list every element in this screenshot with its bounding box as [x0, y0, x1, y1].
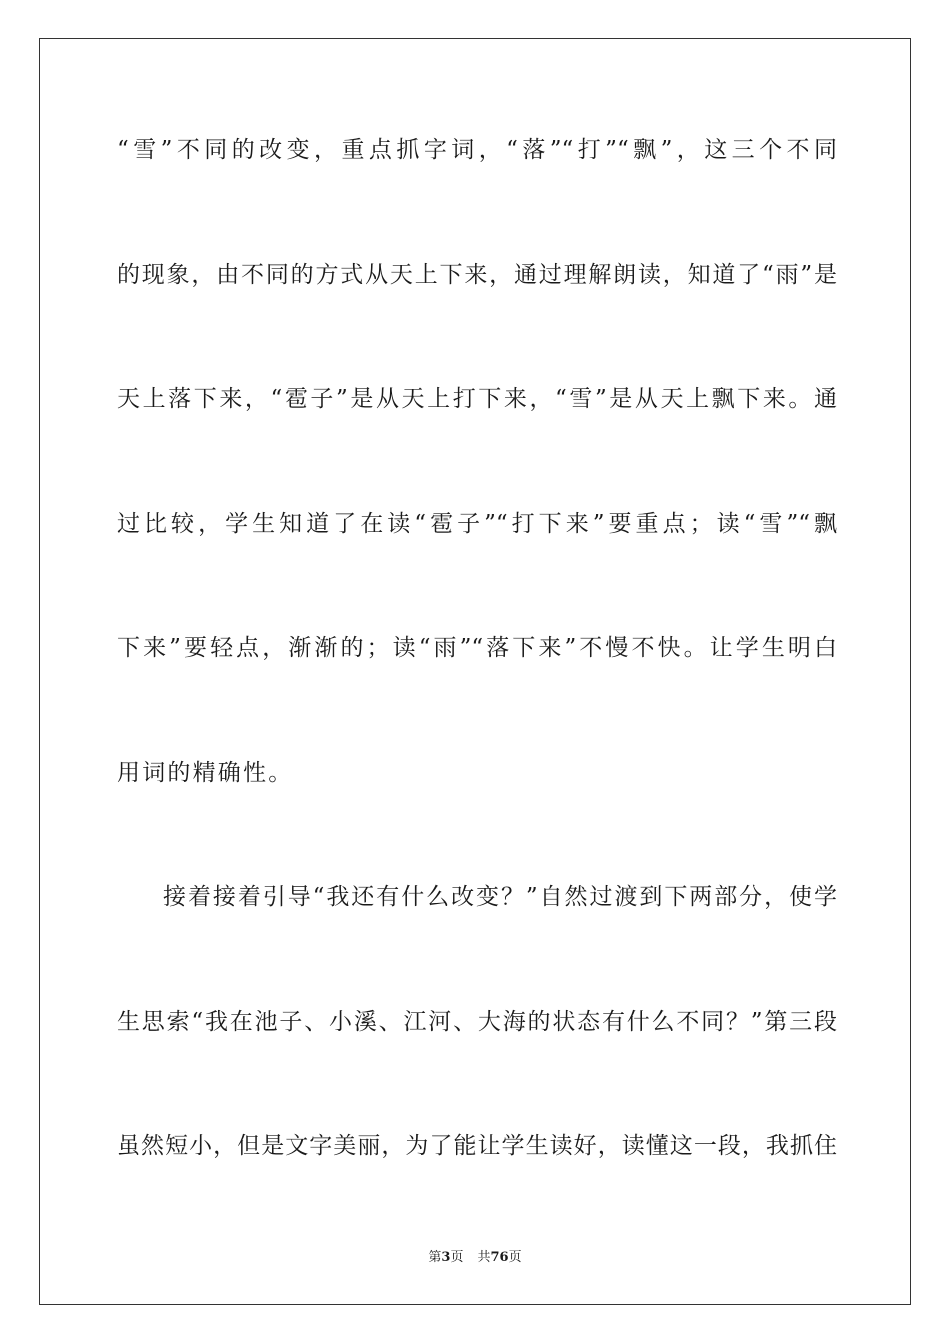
- body-line-4: 过比较，学生知道了在读“雹子”“打下来”要重点；读“雪”“飘: [117, 511, 837, 537]
- total-pages: 76: [490, 1250, 509, 1265]
- page-prefix: 第: [428, 1250, 442, 1265]
- body-line-3: 天上落下来，“雹子”是从天上打下来，“雪”是从天上飘下来。通: [117, 386, 837, 412]
- page-footer: [0, 1246, 950, 1265]
- body-line-8: 生思索“我在池子、小溪、江河、大海的状态有什么不同？”第三段: [117, 1009, 837, 1035]
- total-prefix: 共: [477, 1250, 491, 1265]
- body-line-6: 用词的精确性。: [117, 760, 294, 786]
- body-line-1: “雪”不同的改变，重点抓字词，“落”“打”“飘”，这三个不同: [117, 137, 837, 163]
- page-frame: [39, 38, 911, 1305]
- total-suffix: 页: [508, 1250, 522, 1265]
- body-line-5: 下来”要轻点，渐渐的；读“雨”“落下来”不慢不快。让学生明白: [117, 635, 837, 661]
- body-line-7: 接着接着引导“我还有什么改变？”自然过渡到下两部分，使学: [163, 884, 837, 910]
- body-line-9: 虽然短小，但是文字美丽，为了能让学生读好，读懂这一段，我抓住: [117, 1133, 837, 1159]
- page-number: 3: [441, 1250, 451, 1265]
- page-suffix: 页: [450, 1250, 464, 1265]
- body-line-2: 的现象，由不同的方式从天上下来，通过理解朗读，知道了“雨”是: [117, 262, 837, 288]
